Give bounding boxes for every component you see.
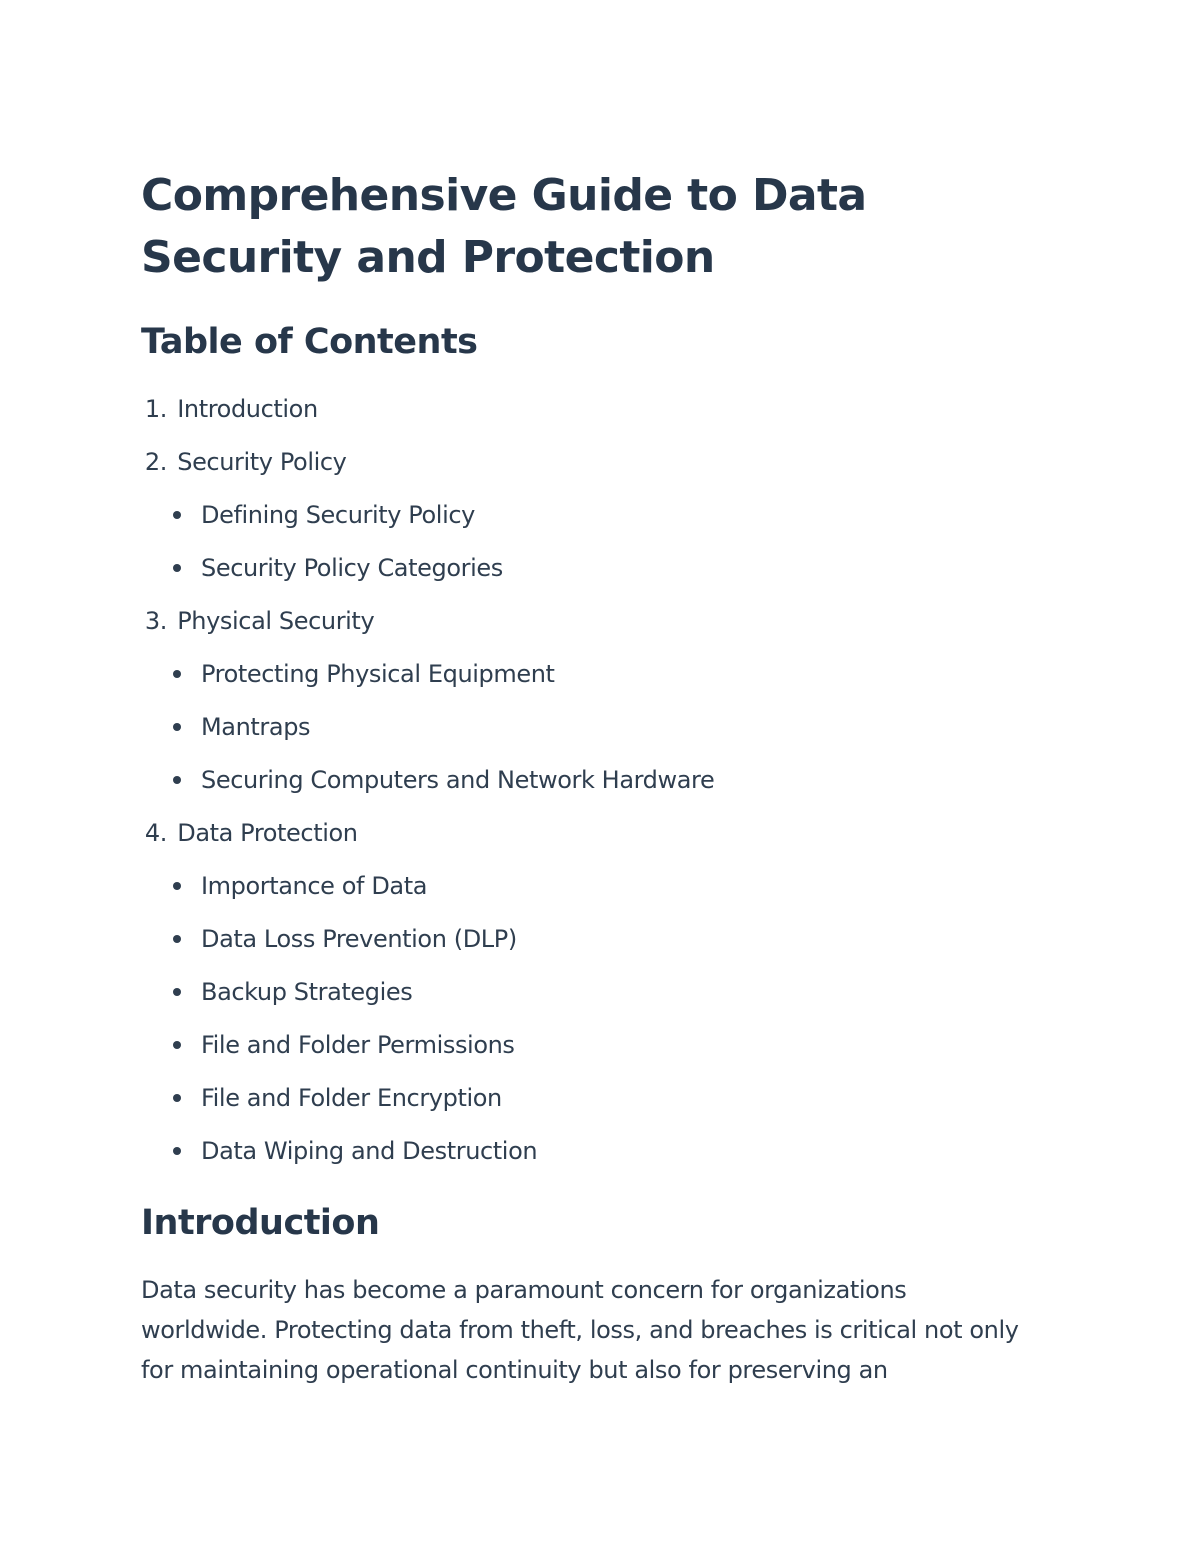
- toc-item-number: 1.: [144, 395, 167, 423]
- section-heading-introduction: Introduction: [141, 1203, 380, 1243]
- toc-subitem-link[interactable]: Defining Security Policy: [201, 501, 475, 529]
- bullet-icon: [173, 564, 181, 572]
- table-of-contents: [141, 391, 1061, 1186]
- bullet-icon: [173, 1041, 181, 1049]
- bullet-icon: [173, 988, 181, 996]
- bullet-icon: [173, 776, 181, 784]
- document-page: [141, 165, 1061, 1390]
- toc-item-number: 4.: [144, 819, 167, 847]
- toc-item: [141, 815, 1061, 1186]
- toc-subitem: [173, 550, 1061, 603]
- toc-subitem: [173, 656, 1061, 709]
- toc-subitem: [173, 974, 1061, 1027]
- toc-item-link[interactable]: Physical Security: [177, 607, 375, 635]
- toc-subitem-link[interactable]: Securing Computers and Network Hardware: [201, 766, 715, 794]
- toc-sublist: [141, 656, 1061, 815]
- toc-subitem: [173, 921, 1061, 974]
- toc-subitem-link[interactable]: Security Policy Categories: [201, 554, 503, 582]
- toc-subitem-link[interactable]: File and Folder Encryption: [201, 1084, 502, 1112]
- toc-subitem: [173, 1133, 1061, 1186]
- toc-subitem: [173, 1027, 1061, 1080]
- bullet-icon: [173, 670, 181, 678]
- toc-sublist: [141, 497, 1061, 603]
- bullet-icon: [173, 723, 181, 731]
- toc-subitem-link[interactable]: Data Loss Prevention (DLP): [201, 925, 517, 953]
- toc-item-link[interactable]: Introduction: [177, 395, 318, 423]
- bullet-icon: [173, 935, 181, 943]
- toc-item-link[interactable]: Data Protection: [177, 819, 358, 847]
- toc-item-number: 3.: [144, 607, 167, 635]
- toc-item-number: 2.: [144, 448, 167, 476]
- toc-subitem-link[interactable]: Backup Strategies: [201, 978, 413, 1006]
- bullet-icon: [173, 882, 181, 890]
- toc-subitem-link[interactable]: Data Wiping and Destruction: [201, 1137, 538, 1165]
- toc-item: [141, 603, 1061, 815]
- bullet-icon: [173, 1094, 181, 1102]
- toc-subitem: [173, 762, 1061, 815]
- toc-subitem: [173, 709, 1061, 762]
- toc-subitem-link[interactable]: File and Folder Permissions: [201, 1031, 515, 1059]
- toc-item: [141, 391, 1061, 444]
- toc-subitem-link[interactable]: Mantraps: [201, 713, 311, 741]
- toc-heading: Table of Contents: [141, 322, 478, 362]
- toc-sublist: [141, 868, 1061, 1186]
- toc-subitem: [173, 497, 1061, 550]
- toc-subitem: [173, 868, 1061, 921]
- toc-subitem: [173, 1080, 1061, 1133]
- intro-paragraph: Data security has become a paramount concern for organizations worldwide. Protecting data from theft, loss, and breaches is critical not only for maintaining operational continuity but also for preserving an: [141, 1276, 1019, 1384]
- document-title: Comprehensive Guide to Data Security and Protection: [141, 170, 867, 283]
- toc-item-link[interactable]: Security Policy: [177, 448, 347, 476]
- bullet-icon: [173, 1147, 181, 1155]
- bullet-icon: [173, 511, 181, 519]
- toc-item: [141, 444, 1061, 603]
- toc-subitem-link[interactable]: Importance of Data: [201, 872, 428, 900]
- toc-subitem-link[interactable]: Protecting Physical Equipment: [201, 660, 555, 688]
